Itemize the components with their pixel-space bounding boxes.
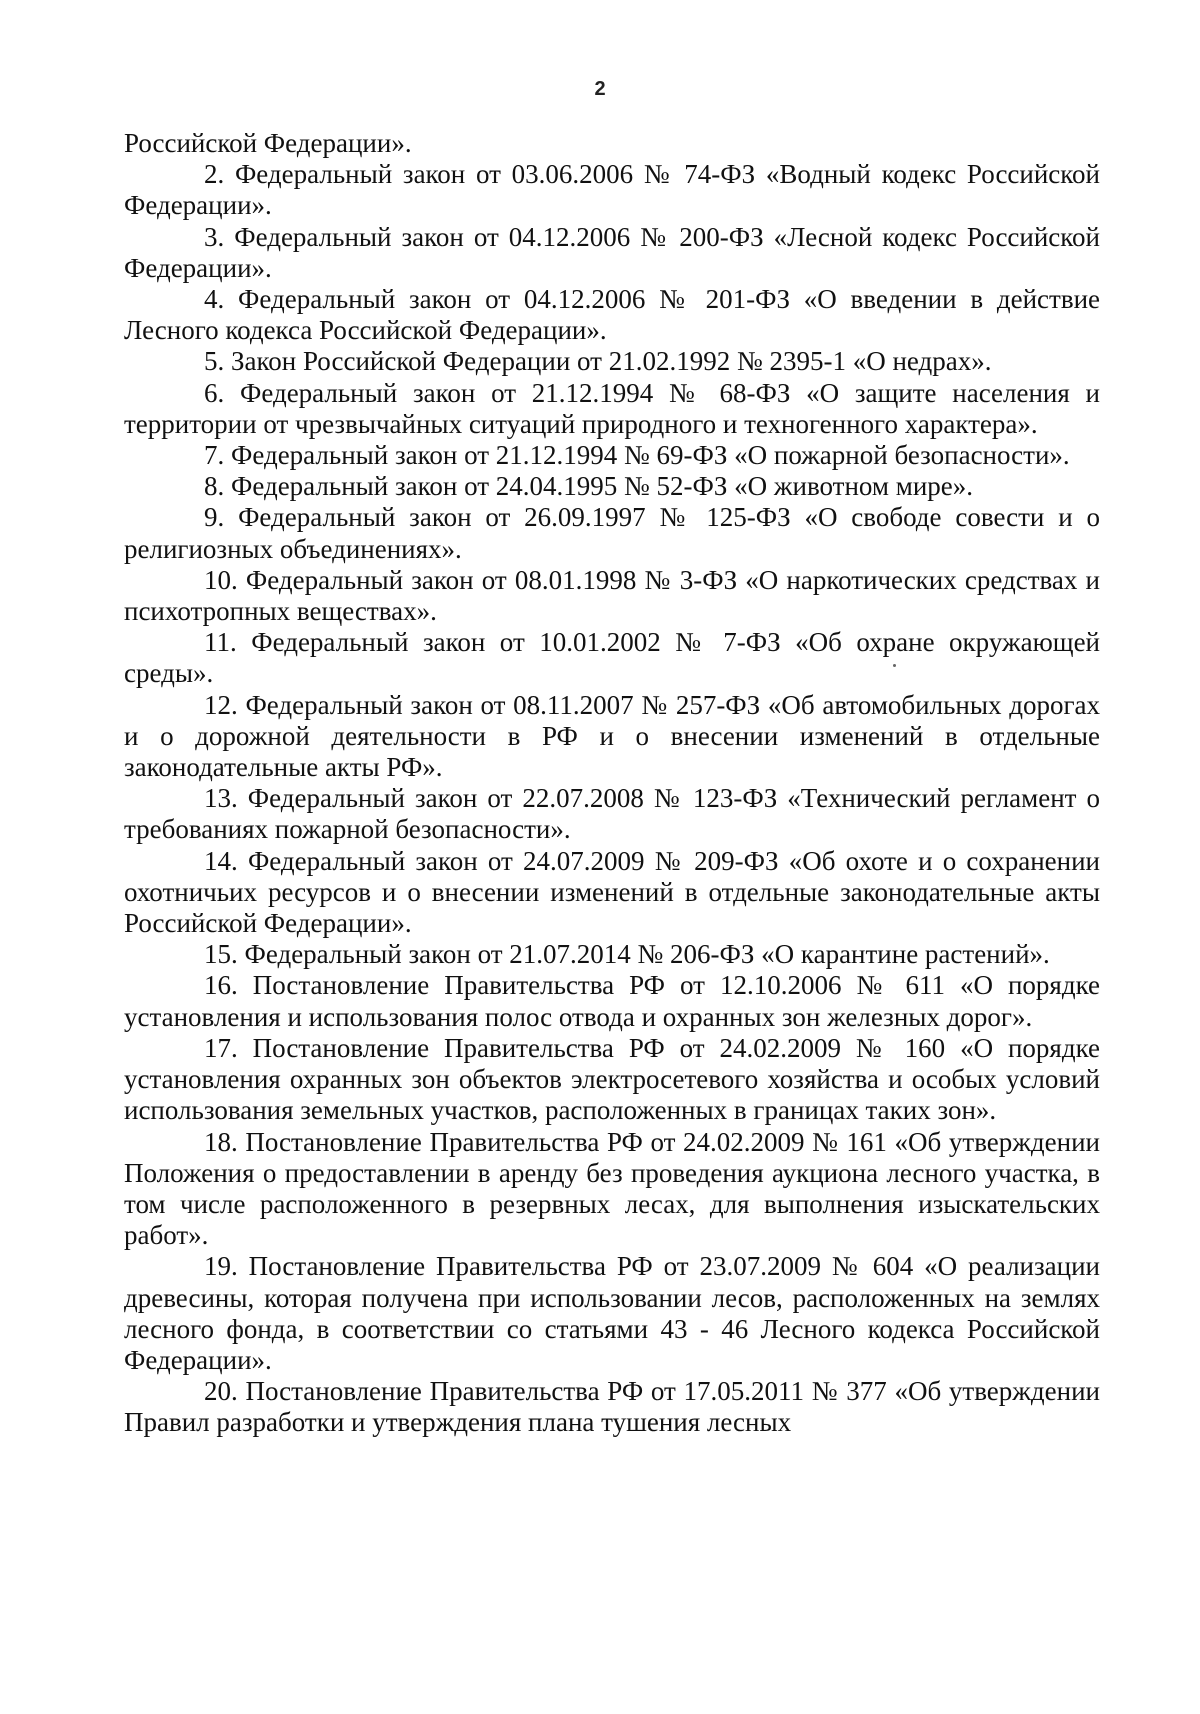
list-item-3: 3. Федеральный закон от 04.12.2006 № 200-ФЗ «Лесной кодекс Российской Федерации». [124, 221, 1100, 283]
list-item-14: 14. Федеральный закон от 24.07.2009 № 209-ФЗ «Об охоте и о сохранении охотничьих ресурсов и о внесении изменений в отдельные законодательные акты Российской Федерации». [124, 845, 1100, 939]
list-item-16: 16. Постановление Правительства РФ от 12.10.2006 № 611 «О порядке установления и использования полос отвода и охранных зон железных дорог». [124, 970, 1100, 1032]
list-item-8: 8. Федеральный закон от 24.04.1995 № 52-ФЗ «О животном мире». [204, 471, 974, 502]
list-item-19: 19. Постановление Правительства РФ от 23.07.2009 № 604 «О реализации древесины, которая получена при использовании лесов, расположенных на землях лесного фонда, в соответствии со статьями 43 - 46 Лесного кодекса Российской Федерации». [124, 1251, 1100, 1375]
list-item-10: 10. Федеральный закон от 08.01.1998 № 3-ФЗ «О наркотических средствах и психотропных веществах». [124, 564, 1100, 627]
list-item-17: 17. Постановление Правительства РФ от 24.02.2009 № 160 «О порядке установления охранных зон объектов электросетевого хозяйства и особых условий использования земельных участков, расположенных в границах таких зон». [124, 1032, 1100, 1126]
list-item-13: 13. Федеральный закон от 22.07.2008 № 123-ФЗ «Технический регламент о требованиях пожарной безопасности». [124, 783, 1100, 845]
list-item-18: 18. Постановление Правительства РФ от 24.02.2009 № 161 «Об утверждении Положения о предоставлении в аренду без проведения аукциона лесного участка, в том числе расположенного в резервных лесах, для выполнения изыскательских работ». [124, 1126, 1100, 1251]
list-item-2: 2. Федеральный закон от 03.06.2006 № 74-ФЗ «Водный кодекс Российской Федерации». [124, 159, 1100, 221]
list-item-15: 15. Федеральный закон от 21.07.2014 № 206-ФЗ «О карантине растений». [204, 939, 1050, 970]
scan-speck [893, 664, 896, 667]
list-item-12: 12. Федеральный закон от 08.11.2007 № 257-ФЗ «Об автомобильных дорогах и о дорожной деятельности в РФ и о внесении изменений в отдельные законодательные акты РФ». [124, 689, 1100, 783]
list-item-5: 5. Закон Российской Федерации от 21.02.1992 № 2395-1 «О недрах». [204, 346, 992, 377]
list-item-4: 4. Федеральный закон от 04.12.2006 № 201-ФЗ «О введении в действие Лесного кодекса Российской Федерации». [124, 284, 1100, 346]
list-item-11: 11. Федеральный закон от 10.01.2002 № 7-ФЗ «Об охране окружающей среды». [124, 627, 1100, 689]
list-item-6: 6. Федеральный закон от 21.12.1994 № 68-ФЗ «О защите населения и территории от чрезвычайных ситуаций природного и техногенного характера». [124, 377, 1100, 439]
list-item-7: 7. Федеральный закон от 21.12.1994 № 69-ФЗ «О пожарной безопасности». [204, 440, 1070, 471]
list-item-9: 9. Федеральный закон от 26.09.1997 № 125-ФЗ «О свободе совести и о религиозных объединениях». [124, 502, 1100, 564]
page-number: 2 [594, 78, 606, 100]
list-item-20: 20. Постановление Правительства РФ от 17.05.2011 № 377 «Об утверждении Правил разработки и утверждения плана тушения лесных [124, 1376, 1100, 1438]
paragraph-continuation: Российской Федерации». [124, 128, 412, 158]
document-body [124, 128, 1100, 1439]
